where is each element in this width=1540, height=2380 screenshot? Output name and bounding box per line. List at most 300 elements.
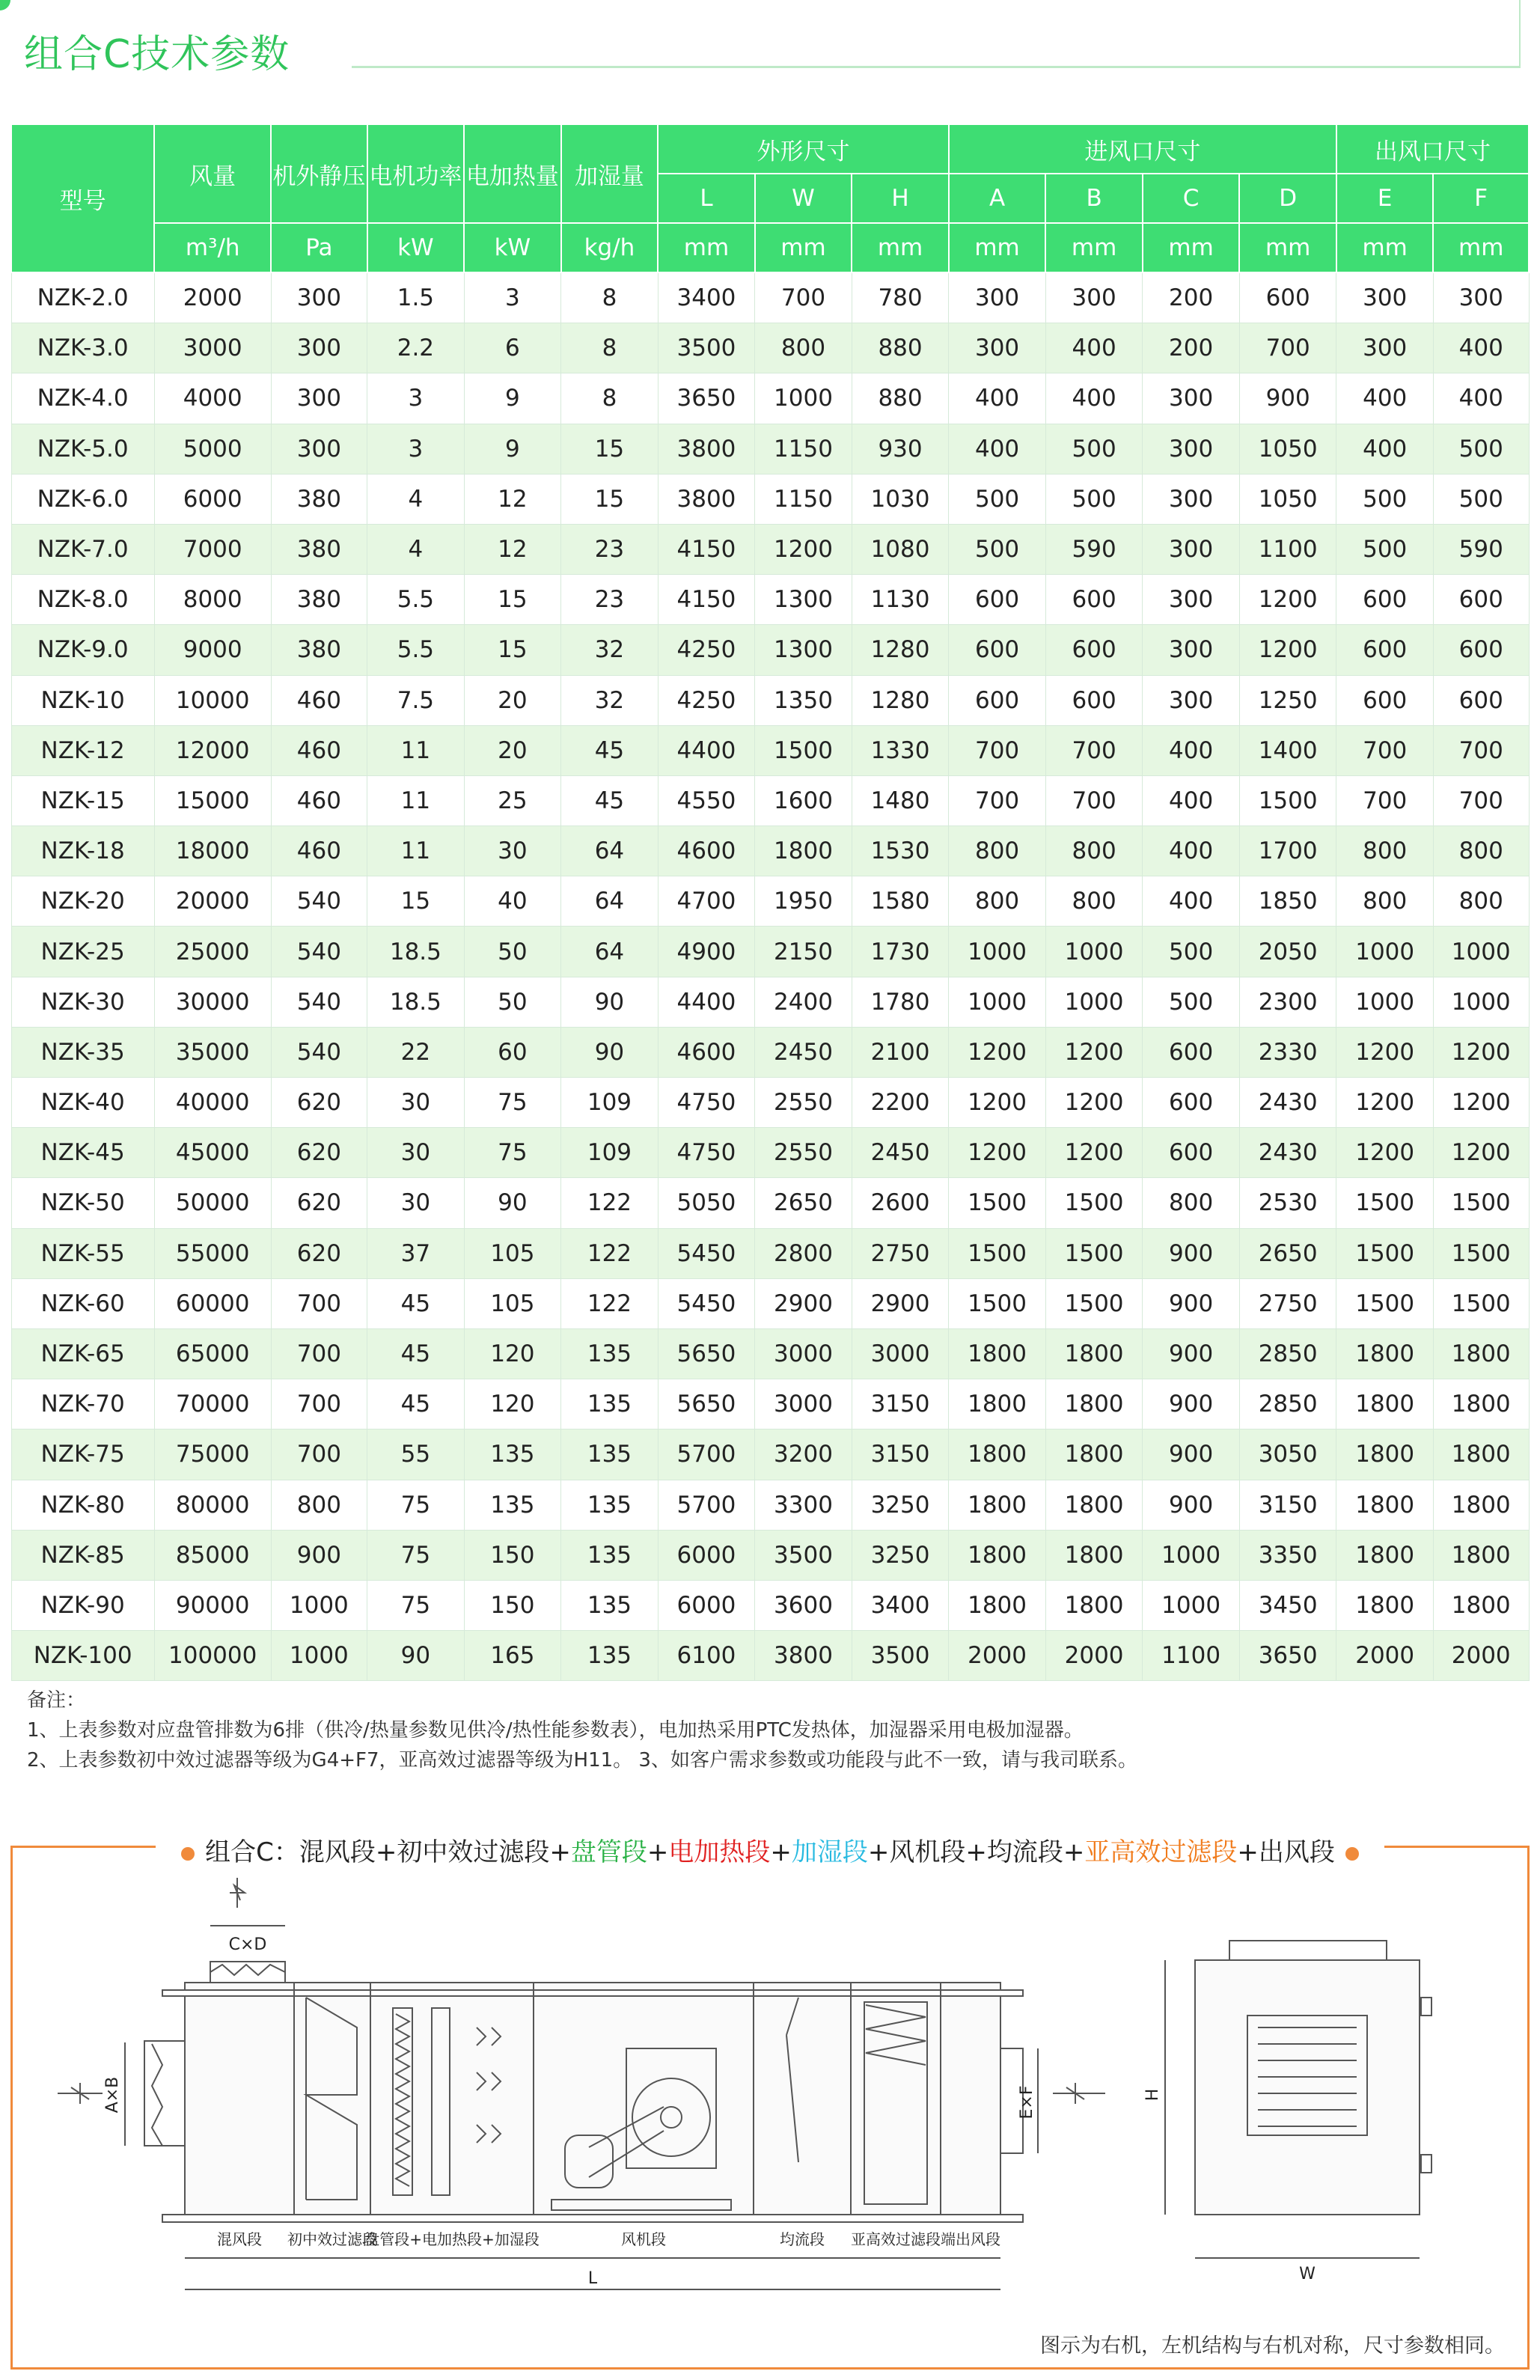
model-cell: NZK-12	[11, 725, 154, 775]
table-cell: 1350	[755, 675, 852, 725]
table-cell: 3000	[154, 323, 271, 373]
table-row	[11, 675, 1529, 725]
table-cell: 900	[1143, 1228, 1240, 1278]
table-cell: 3250	[852, 1480, 949, 1530]
table-cell: 80000	[154, 1480, 271, 1530]
table-cell: 3150	[852, 1379, 949, 1429]
table-cell: 300	[1045, 272, 1143, 323]
table-cell: 200	[1143, 323, 1240, 373]
table-cell: 540	[271, 977, 367, 1027]
table-cell: 1700	[1239, 826, 1336, 876]
table-cell: 1500	[1045, 1228, 1143, 1278]
table-cell: 1080	[852, 524, 949, 574]
table-cell: 500	[949, 474, 1046, 524]
section-label: 风机段	[621, 2230, 666, 2248]
table-cell: 700	[1433, 775, 1529, 826]
table-cell: 32	[561, 625, 659, 675]
notes-heading: 备注：	[27, 1689, 86, 1712]
top-duct-damper-icon	[210, 1965, 285, 1975]
table-cell: 90	[561, 1027, 659, 1077]
header-electric-heat: 电加热量	[464, 124, 561, 223]
table-cell: 12	[464, 524, 561, 574]
table-cell: 4600	[658, 826, 755, 876]
unit-drawing	[13, 1848, 1527, 2367]
table-cell: 700	[271, 1328, 367, 1379]
table-cell: 200	[1143, 272, 1240, 323]
table-cell: 1800	[1045, 1429, 1143, 1480]
table-cell: 3	[367, 424, 465, 474]
table-cell: 150	[464, 1530, 561, 1580]
table-cell: 6000	[658, 1580, 755, 1630]
table-cell: 700	[271, 1278, 367, 1328]
model-cell: NZK-20	[11, 876, 154, 927]
dim-h: H	[1143, 2088, 1162, 2102]
table-cell: 500	[1433, 474, 1529, 524]
table-cell: 1000	[1336, 927, 1434, 977]
table-row	[11, 474, 1529, 524]
table-row	[11, 1580, 1529, 1630]
table-cell: 1500	[1433, 1178, 1529, 1228]
diagram-caption: 图示为右机，左机结构与右机对称，尺寸参数相同。	[1040, 2334, 1505, 2358]
model-cell: NZK-50	[11, 1178, 154, 1228]
outlet-airflow-icon	[1053, 2083, 1105, 2104]
table-cell: 4150	[658, 575, 755, 625]
table-cell: 64	[561, 876, 659, 927]
table-cell: 4700	[658, 876, 755, 927]
header-unit: mm	[1433, 223, 1529, 272]
section-label: 亚高效过滤段	[851, 2230, 941, 2248]
table-cell: 3000	[755, 1379, 852, 1429]
table-cell: 25	[464, 775, 561, 826]
table-cell: 1100	[1143, 1631, 1240, 1681]
table-cell: 400	[1143, 826, 1240, 876]
table-cell: 600	[1045, 625, 1143, 675]
header-unit: mm	[755, 223, 852, 272]
table-cell: 2750	[1239, 1278, 1336, 1328]
table-cell: 2750	[852, 1228, 949, 1278]
table-cell: 400	[1045, 323, 1143, 373]
table-cell: 3000	[755, 1328, 852, 1379]
table-cell: 300	[271, 272, 367, 323]
table-cell: 1150	[755, 424, 852, 474]
table-cell: 300	[1143, 575, 1240, 625]
table-cell: 3	[367, 373, 465, 424]
table-cell: 6	[464, 323, 561, 373]
table-cell: 30	[464, 826, 561, 876]
side-view-pipe-top	[1421, 1998, 1431, 2016]
header-unit: mm	[658, 223, 755, 272]
table-cell: 1500	[1433, 1278, 1529, 1328]
header-letter: A	[949, 174, 1046, 223]
table-cell: 400	[1433, 373, 1529, 424]
table-row	[11, 272, 1529, 323]
table-cell: 1800	[1433, 1379, 1529, 1429]
table-cell: 50	[464, 977, 561, 1027]
table-cell: 11	[367, 725, 465, 775]
table-cell: 5700	[658, 1480, 755, 1530]
model-cell: NZK-8.0	[11, 575, 154, 625]
table-cell: 700	[1239, 323, 1336, 373]
table-cell: 500	[1143, 927, 1240, 977]
table-cell: 1200	[949, 1078, 1046, 1128]
table-cell: 30	[367, 1078, 465, 1128]
header-unit: mm	[1045, 223, 1143, 272]
header-model: 型号	[11, 124, 154, 272]
table-cell: 4550	[658, 775, 755, 826]
table-cell: 3650	[658, 373, 755, 424]
table-row	[11, 1328, 1529, 1379]
title-corner-line	[1519, 0, 1521, 67]
table-cell: 64	[561, 826, 659, 876]
table-row	[11, 424, 1529, 474]
header-units-row	[11, 223, 1529, 272]
table-row	[11, 323, 1529, 373]
table-cell: 2000	[1433, 1631, 1529, 1681]
header-letter: F	[1433, 174, 1529, 223]
unit-casing	[185, 1983, 1000, 2215]
table-cell: 300	[1143, 675, 1240, 725]
table-cell: 32	[561, 675, 659, 725]
table-cell: 165	[464, 1631, 561, 1681]
table-cell: 2.2	[367, 323, 465, 373]
section-labels	[217, 2230, 1000, 2248]
table-cell: 7.5	[367, 675, 465, 725]
table-cell: 90000	[154, 1580, 271, 1630]
table-cell: 460	[271, 725, 367, 775]
table-cell: 120	[464, 1328, 561, 1379]
header-letter: C	[1143, 174, 1240, 223]
table-cell: 800	[1433, 876, 1529, 927]
table-cell: 300	[1143, 625, 1240, 675]
table-cell: 800	[1045, 876, 1143, 927]
table-cell: 1500	[1045, 1178, 1143, 1228]
table-cell: 3300	[755, 1480, 852, 1530]
table-cell: 1030	[852, 474, 949, 524]
table-cell: 55000	[154, 1228, 271, 1278]
table-cell: 1580	[852, 876, 949, 927]
combo-coil: 盘管段	[570, 1837, 647, 1867]
table-cell: 300	[271, 424, 367, 474]
table-cell: 1730	[852, 927, 949, 977]
model-cell: NZK-4.0	[11, 373, 154, 424]
table-row	[11, 927, 1529, 977]
header-unit: kW	[367, 223, 465, 272]
table-cell: 700	[1336, 725, 1434, 775]
table-cell: 1000	[755, 373, 852, 424]
table-cell: 1500	[949, 1228, 1046, 1278]
table-cell: 600	[949, 675, 1046, 725]
side-view-casing	[1195, 1960, 1420, 2215]
table-cell: 45	[367, 1278, 465, 1328]
section-label: 初中效过滤段	[287, 2230, 377, 2248]
header-inlet-size: 进风口尺寸	[949, 124, 1336, 174]
table-cell: 2600	[852, 1178, 949, 1228]
table-cell: 1200	[755, 524, 852, 574]
table-cell: 4250	[658, 675, 755, 725]
table-cell: 1200	[1433, 1128, 1529, 1178]
table-cell: 700	[949, 775, 1046, 826]
table-cell: 6000	[154, 474, 271, 524]
table-cell: 1330	[852, 725, 949, 775]
model-cell: NZK-90	[11, 1580, 154, 1630]
table-cell: 1800	[1336, 1480, 1434, 1530]
table-cell: 15000	[154, 775, 271, 826]
header-motor-power: 电机功率	[367, 124, 465, 223]
table-cell: 1800	[1336, 1429, 1434, 1480]
table-cell: 5450	[658, 1228, 755, 1278]
model-cell: NZK-40	[11, 1078, 154, 1128]
section-label: 均流段	[780, 2230, 825, 2248]
table-cell: 2000	[1045, 1631, 1143, 1681]
page-title: 组合C技术参数	[24, 32, 290, 77]
table-row	[11, 524, 1529, 574]
table-cell: 2550	[755, 1128, 852, 1178]
table-cell: 900	[1239, 373, 1336, 424]
table-cell: 600	[949, 575, 1046, 625]
table-cell: 700	[1045, 775, 1143, 826]
table-cell: 45	[561, 725, 659, 775]
model-cell: NZK-10	[11, 675, 154, 725]
table-cell: 900	[1143, 1480, 1240, 1530]
table-cell: 1800	[1045, 1379, 1143, 1429]
table-cell: 1800	[949, 1580, 1046, 1630]
table-cell: 1500	[1336, 1278, 1434, 1328]
table-cell: 1500	[1433, 1228, 1529, 1278]
table-cell: 1280	[852, 625, 949, 675]
table-cell: 400	[1336, 424, 1434, 474]
table-cell: 90	[561, 977, 659, 1027]
table-row	[11, 373, 1529, 424]
table-cell: 6100	[658, 1631, 755, 1681]
table-cell: 1000	[271, 1580, 367, 1630]
table-cell: 800	[755, 323, 852, 373]
model-cell: NZK-45	[11, 1128, 154, 1178]
table-cell: 1800	[1433, 1328, 1529, 1379]
table-cell: 5650	[658, 1328, 755, 1379]
dim-cd: C×D	[228, 1935, 267, 1954]
table-cell: 5650	[658, 1379, 755, 1429]
table-cell: 2430	[1239, 1078, 1336, 1128]
table-cell: 3500	[755, 1530, 852, 1580]
table-cell: 5.5	[367, 625, 465, 675]
model-cell: NZK-15	[11, 775, 154, 826]
table-cell: 1000	[1143, 1530, 1240, 1580]
table-cell: 800	[1045, 826, 1143, 876]
table-cell: 3200	[755, 1429, 852, 1480]
top-airflow-icon	[230, 1878, 245, 1908]
table-cell: 1000	[1045, 977, 1143, 1027]
table-cell: 600	[1239, 272, 1336, 323]
table-cell: 620	[271, 1128, 367, 1178]
header-letter: D	[1239, 174, 1336, 223]
table-cell: 400	[1143, 725, 1240, 775]
table-cell: 18000	[154, 826, 271, 876]
table-cell: 1800	[1336, 1530, 1434, 1580]
table-cell: 65000	[154, 1328, 271, 1379]
table-cell: 1780	[852, 977, 949, 1027]
table-cell: 800	[949, 826, 1046, 876]
table-cell: 1130	[852, 575, 949, 625]
header-unit: kg/h	[561, 223, 659, 272]
table-cell: 600	[1336, 675, 1434, 725]
combo-plus-2: +	[770, 1837, 792, 1867]
table-cell: 1500	[1336, 1178, 1434, 1228]
model-cell: NZK-7.0	[11, 524, 154, 574]
header-unit: mm	[1336, 223, 1434, 272]
table-cell: 400	[949, 373, 1046, 424]
table-cell: 8	[561, 323, 659, 373]
table-row	[11, 826, 1529, 876]
header-unit: mm	[1143, 223, 1240, 272]
table-cell: 1800	[1336, 1580, 1434, 1630]
unit-diagram	[10, 1837, 1530, 2370]
table-cell: 780	[852, 272, 949, 323]
table-cell: 150	[464, 1580, 561, 1630]
table-cell: 380	[271, 524, 367, 574]
table-cell: 9000	[154, 625, 271, 675]
table-cell: 1000	[1433, 977, 1529, 1027]
table-cell: 1800	[949, 1328, 1046, 1379]
table-cell: 2650	[1239, 1228, 1336, 1278]
table-row	[11, 1228, 1529, 1278]
table-cell: 75	[367, 1530, 465, 1580]
table-cell: 1500	[949, 1178, 1046, 1228]
table-cell: 1800	[1433, 1480, 1529, 1530]
table-cell: 75000	[154, 1429, 271, 1480]
model-cell: NZK-65	[11, 1328, 154, 1379]
table-cell: 20	[464, 725, 561, 775]
table-cell: 1200	[1336, 1027, 1434, 1077]
table-cell: 20000	[154, 876, 271, 927]
table-cell: 3250	[852, 1530, 949, 1580]
table-cell: 50000	[154, 1178, 271, 1228]
table-cell: 12	[464, 474, 561, 524]
title-underline	[352, 66, 1521, 68]
table-cell: 1200	[1433, 1027, 1529, 1077]
table-cell: 1800	[1433, 1429, 1529, 1480]
table-row	[11, 1631, 1529, 1681]
table-cell: 400	[1143, 876, 1240, 927]
table-cell: 300	[1143, 474, 1240, 524]
table-cell: 3800	[755, 1631, 852, 1681]
table-cell: 700	[271, 1429, 367, 1480]
table-cell: 5000	[154, 424, 271, 474]
table-cell: 1500	[1045, 1278, 1143, 1328]
model-cell: NZK-70	[11, 1379, 154, 1429]
table-cell: 1200	[1239, 575, 1336, 625]
dim-ab: A×B	[103, 2076, 122, 2114]
table-cell: 45	[367, 1379, 465, 1429]
table-cell: 1000	[271, 1631, 367, 1681]
table-row	[11, 725, 1529, 775]
table-cell: 1100	[1239, 524, 1336, 574]
table-cell: 1300	[755, 575, 852, 625]
table-row	[11, 1429, 1529, 1480]
notes-line-2: 2、上表参数初中效过滤器等级为G4+F7，亚高效过滤器等级为H11。 3、如客户需求参数或功能段与此不一致，请与我司联系。	[27, 1749, 1137, 1772]
model-cell: NZK-85	[11, 1530, 154, 1580]
header-unit: mm	[949, 223, 1046, 272]
table-cell: 2200	[852, 1078, 949, 1128]
table-cell: 2850	[1239, 1379, 1336, 1429]
table-cell: 900	[271, 1530, 367, 1580]
table-cell: 2100	[852, 1027, 949, 1077]
table-cell: 120	[464, 1379, 561, 1429]
table-cell: 300	[271, 323, 367, 373]
table-cell: 540	[271, 1027, 367, 1077]
table-cell: 800	[1433, 826, 1529, 876]
table-cell: 3450	[1239, 1580, 1336, 1630]
notes-line-1: 1、上表参数对应盘管排数为6排（供冷/热量参数见供冷/热性能参数表），电加热采用PTC发热体，加湿器采用电极加湿器。	[27, 1719, 1084, 1742]
table-row	[11, 625, 1529, 675]
table-cell: 800	[1336, 826, 1434, 876]
table-cell: 45000	[154, 1128, 271, 1178]
table-cell: 700	[1336, 775, 1434, 826]
table-cell: 23	[561, 524, 659, 574]
table-cell: 600	[1433, 575, 1529, 625]
header-letter: H	[852, 174, 949, 223]
table-cell: 1000	[1045, 927, 1143, 977]
table-cell: 1000	[1143, 1580, 1240, 1630]
table-cell: 105	[464, 1278, 561, 1328]
table-cell: 10000	[154, 675, 271, 725]
table-cell: 600	[1143, 1027, 1240, 1077]
table-cell: 1200	[1045, 1078, 1143, 1128]
table-body	[11, 272, 1529, 1681]
table-cell: 100000	[154, 1631, 271, 1681]
table-cell: 75	[367, 1580, 465, 1630]
table-cell: 900	[1143, 1379, 1240, 1429]
table-cell: 1000	[949, 927, 1046, 977]
dim-w: W	[1299, 2265, 1316, 2283]
table-cell: 380	[271, 625, 367, 675]
table-cell: 11	[367, 826, 465, 876]
table-cell: 500	[1143, 977, 1240, 1027]
table-row	[11, 1178, 1529, 1228]
table-cell: 880	[852, 373, 949, 424]
table-cell: 2000	[1336, 1631, 1434, 1681]
table-cell: 2000	[154, 272, 271, 323]
table-cell: 300	[1336, 272, 1434, 323]
header-airflow: 风量	[154, 124, 271, 223]
table-cell: 45	[561, 775, 659, 826]
table-row	[11, 1128, 1529, 1178]
table-cell: 90	[464, 1178, 561, 1228]
title-bar	[0, 0, 1540, 82]
table-cell: 3650	[1239, 1631, 1336, 1681]
table-cell: 1480	[852, 775, 949, 826]
table-cell: 600	[1143, 1078, 1240, 1128]
model-cell: NZK-25	[11, 927, 154, 977]
table-row	[11, 1027, 1529, 1077]
header-unit: m³/h	[154, 223, 271, 272]
table-cell: 2400	[755, 977, 852, 1027]
table-cell: 2000	[949, 1631, 1046, 1681]
table-cell: 900	[1143, 1278, 1240, 1328]
table-cell: 109	[561, 1078, 659, 1128]
table-cell: 900	[1143, 1328, 1240, 1379]
table-cell: 1800	[949, 1379, 1046, 1429]
header-outlet-size: 出风口尺寸	[1336, 124, 1529, 174]
table-cell: 8000	[154, 575, 271, 625]
table-cell: 1.5	[367, 272, 465, 323]
table-cell: 1850	[1239, 876, 1336, 927]
section-label: 混风段	[217, 2230, 262, 2248]
table-cell: 300	[1336, 323, 1434, 373]
table-cell: 300	[1143, 524, 1240, 574]
header-letter: L	[658, 174, 755, 223]
table-cell: 4250	[658, 625, 755, 675]
table-cell: 800	[1336, 876, 1434, 927]
